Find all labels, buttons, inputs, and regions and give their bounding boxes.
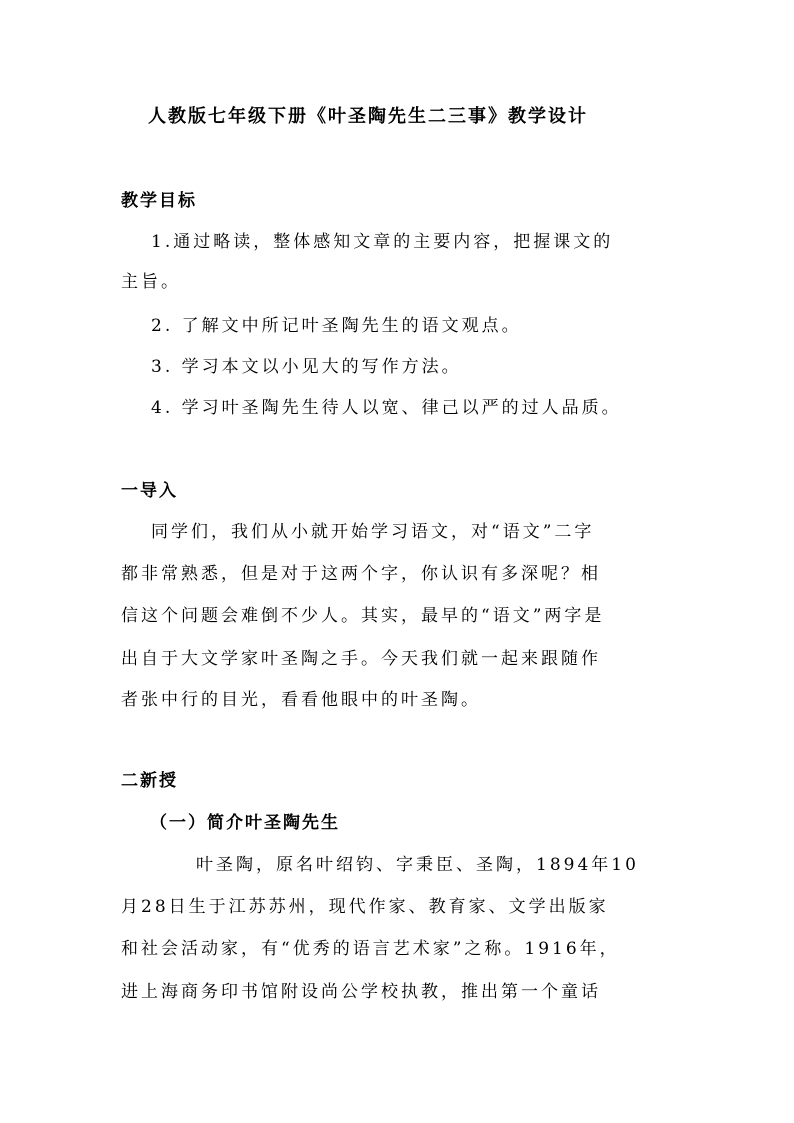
subsection-heading-intro-ye: （一）简介叶圣陶先生 [150,813,340,833]
goal-line-3: 3. 学习本文以小见大的写作方法。 [151,357,462,377]
goal-line-1: 1.通过略读，整体感知文章的主要内容，把握课文的 [151,232,614,252]
goal-line-4: 4. 学习叶圣陶先生待人以宽、律己以严的过人品质。 [151,398,622,418]
bio-line-4: 进上海商务印书馆附设尚公学校执教，推出第一个童话 [121,982,601,1002]
intro-line-5: 者张中行的目光，看看他眼中的叶圣陶。 [121,690,481,710]
document-title: 人教版七年级下册《叶圣陶先生二三事》教学设计 [148,106,588,127]
section-heading-intro: 一导入 [121,481,178,501]
section-heading-new-lesson: 二新授 [121,771,178,791]
section-heading-goals: 教学目标 [121,191,197,211]
intro-line-1: 同学们，我们从小就开始学习语文，对“语文”二字 [151,522,595,542]
intro-line-4: 出自于大文学家叶圣陶之手。今天我们就一起来跟随作 [121,649,601,669]
intro-line-2: 都非常熟悉，但是对于这两个字，你认识有多深呢？相 [121,564,601,584]
bio-line-3: 和社会活动家，有“优秀的语言艺术家”之称。1916年， [121,939,620,959]
intro-line-3: 信这个问题会难倒不少人。其实，最早的“语文”两字是 [121,606,605,626]
goal-line-2: 2. 了解文中所记叶圣陶先生的语文观点。 [151,316,522,336]
bio-line-1: 叶圣陶，原名叶绍钧、字秉臣、圣陶，1894年10 [196,855,639,875]
bio-line-2: 月28日生于江苏苏州，现代作家、教育家、文学出版家 [121,897,609,917]
goal-line-1-cont: 主旨。 [121,272,181,292]
